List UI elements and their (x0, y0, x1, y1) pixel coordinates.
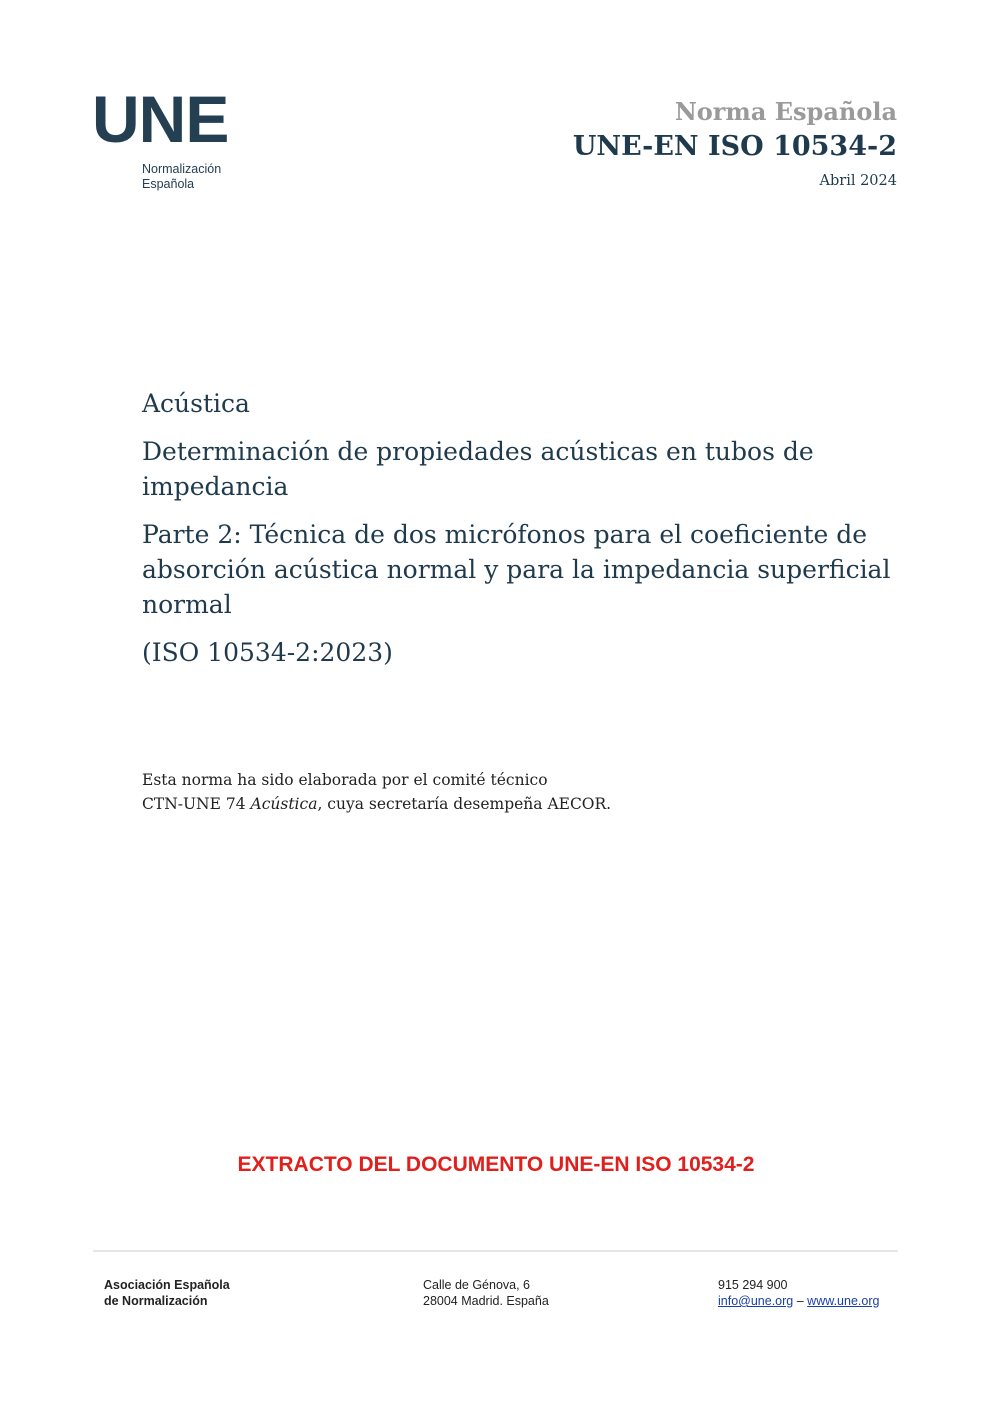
org-line1: Asociación Española (104, 1278, 230, 1292)
committee-line2 (142, 792, 902, 816)
website-link[interactable]: www.une.org (807, 1294, 880, 1308)
subject-title: Acústica (142, 389, 250, 418)
phone-number: 915 294 900 (718, 1278, 788, 1292)
link-separator: – (796, 1294, 804, 1308)
committee-name: Acústica (250, 795, 318, 813)
committee-code: CTN-UNE 74 (142, 795, 251, 813)
committee-line1: Esta norma ha sido elaborada por el comité técnico (142, 771, 548, 789)
address-line2: 28004 Madrid. España (423, 1294, 549, 1308)
une-logo (92, 82, 242, 198)
logo-subtitle-line2: Española (142, 177, 195, 191)
committee-secretariat: , cuya secretaría desempeña AECOR. (317, 795, 612, 813)
extract-notice: EXTRACTO DEL DOCUMENTO UNE-EN ISO 10534-2 (237, 1153, 755, 1176)
une-logo-subtitle (142, 162, 221, 192)
standard-header (573, 96, 897, 192)
footer-divider (93, 1250, 898, 1252)
logo-subtitle-line1: Normalización (142, 162, 222, 176)
iso-reference: (ISO 10534-2:2023) (142, 638, 393, 667)
footer-address (423, 1277, 549, 1309)
une-logo-wordmark: UNE (92, 82, 229, 156)
footer-contact (718, 1277, 879, 1309)
standard-code: UNE-EN ISO 10534-2 (572, 131, 897, 162)
standard-titles (142, 386, 902, 683)
main-title: Determinación de propiedades acústicas en tubos de impedancia (142, 437, 814, 501)
committee-statement (142, 768, 902, 816)
part-title: Parte 2: Técnica de dos micrófonos para el coeficiente de absorción acústica normal y para la impedancia superficial normal (142, 520, 891, 619)
org-line2: de Normalización (104, 1294, 208, 1308)
norma-label: Norma Española (674, 97, 897, 126)
publication-date: Abril 2024 (819, 173, 897, 189)
contact-links (718, 1293, 879, 1309)
footer-organization (104, 1277, 230, 1309)
email-link[interactable]: info@une.org (718, 1294, 794, 1308)
address-line1: Calle de Génova, 6 (423, 1278, 531, 1292)
